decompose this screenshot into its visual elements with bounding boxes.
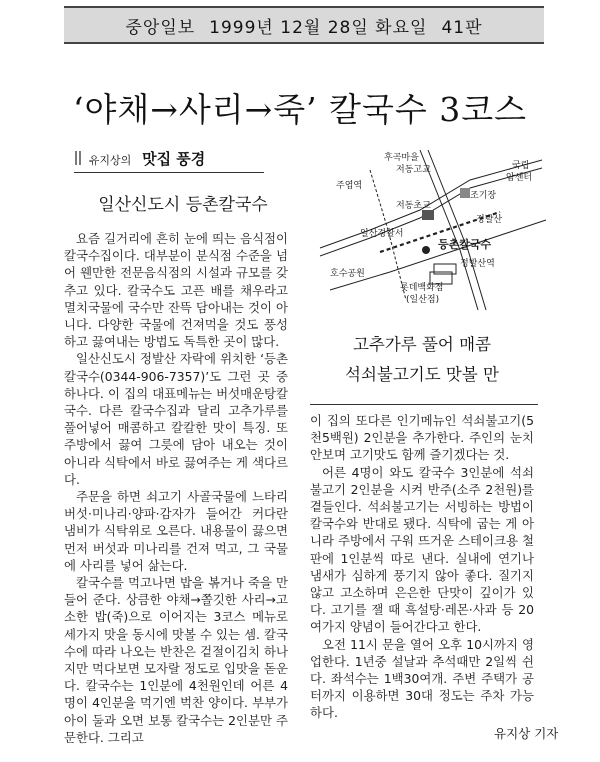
svg-text:후곡마을: 후곡마을 bbox=[384, 153, 419, 163]
column-name: 맛집 풍경 bbox=[142, 150, 206, 168]
svg-text:정발산: 정발산 bbox=[476, 215, 503, 225]
pull-quote-line-2: 석쇠불고기도 맛볼 만 bbox=[345, 365, 499, 384]
newspaper-name: 중앙일보 bbox=[125, 17, 196, 38]
article-paragraph: 어른 4명이 와도 칼국수 3인분에 석쇠불고기 2인분을 시켜 반주(소주 2천원)를 곁들인다. 석쇠불고기는 서빙하는 방법이 칼국수와 반대로 됐다. 식탁에 굽는 게 아니라 주방에서 구워 뜨거운 스테이크용 철판에 1인분씩 따로 낸다. 실내에 연기나 냄새가 심하게 풍기지 않아 좋다. 질기지 않고 고소하며 은은한 단맛이 깊이가 있다. 고기를 잴 때 흑설탕·레몬·사과 등 20여가지 양념이 들어간다고 한다. bbox=[310, 464, 534, 635]
svg-text:국립: 국립 bbox=[512, 161, 530, 171]
column-writer: 유지상의 bbox=[88, 154, 132, 167]
fork-knife-icon bbox=[74, 150, 89, 168]
svg-text:롯데백화점: 롯데백화점 bbox=[400, 283, 444, 293]
edition-number: 41판 bbox=[441, 17, 483, 38]
article-paragraph: 이 집의 또다른 인기메뉴인 석쇠불고기(5천5백원) 2인분을 추가한다. 주인의 눈치 안보며 고기맛도 함께 즐기겠다는 것. bbox=[310, 413, 534, 463]
location-map bbox=[310, 140, 552, 318]
svg-text:조기장: 조기장 bbox=[470, 191, 497, 201]
svg-text:저동초교: 저동초교 bbox=[396, 201, 431, 211]
issue-date: 1999년 12월 28일 화요일 bbox=[209, 17, 428, 38]
svg-text:암센터: 암센터 bbox=[506, 173, 533, 183]
article-subtitle: 일산신도시 등촌칼국수 bbox=[98, 195, 268, 215]
article-column-right bbox=[310, 412, 534, 722]
column-rule bbox=[74, 172, 264, 173]
svg-text:저동고교: 저동고교 bbox=[396, 165, 431, 175]
svg-text:(일산점): (일산점) bbox=[406, 295, 440, 305]
article-paragraph: 요즘 길거리에 흔히 눈에 띄는 음식점이 칼국수집이다. 대부분이 분식점 수준을 넘어 웬만한 전문음식점의 시설과 규모를 갖추고 있다. 칼국수도 고픈 배를 채우라고 멸치국물에 국수만 잔뜩 담아내는 것이 아니다. 다양한 국물에 건져먹을 것도 풍성하고 끓여내는 방법도 독특한 곳이 많다. bbox=[64, 231, 288, 350]
pull-quote bbox=[310, 330, 534, 390]
column-title bbox=[74, 148, 205, 169]
masthead bbox=[64, 6, 544, 44]
article-paragraph: 오전 11시 문을 열어 오후 10시까지 영업한다. 1년중 설날과 추석때만 2일씩 쉰다. 좌석수는 1백30여개. 주변 주택가 공터까지 이용하면 30대 정도는 주차 가능하다. bbox=[310, 636, 534, 721]
article-column-left bbox=[64, 230, 288, 746]
byline: 유지상 기자 bbox=[494, 726, 559, 741]
svg-text:호수공원: 호수공원 bbox=[330, 269, 365, 279]
svg-text:일산경찰서: 일산경찰서 bbox=[360, 229, 404, 239]
svg-text:정발산역: 정발산역 bbox=[460, 259, 495, 269]
svg-text:등촌칼국수: 등촌칼국수 bbox=[438, 238, 492, 251]
pull-quote-rule bbox=[310, 404, 538, 405]
article-paragraph: 일산신도시 정발산 자락에 위치한 ‘등촌칼국수(0344-906-7357)’도 그런 곳 중 하나다. 이 집의 대표메뉴는 버섯매운탕칼국수. 다른 칼국수집과 달리 고추가루를 풀어넣어 매콤하고 칼칼한 맛이 특징. 또 주방에서 끓여 그릇에 담아 내오는 것이 아니라 식탁에서 바로 끓여주는 게 색다르다. bbox=[64, 351, 288, 487]
headline: ‘야채→사리→죽’ 칼국수 3코스 bbox=[72, 90, 528, 129]
article-paragraph: 칼국수를 먹고나면 밥을 볶거나 죽을 만들어 준다. 상큼한 야채→쫄깃한 사리→고소한 밥(죽)으로 이어지는 3코스 메뉴로 세가지 맛을 동시에 맛볼 수 있는 셈. 칼국수에 따라 나오는 반찬은 겉절이김치 하나지만 먹다보면 모자랄 정도로 입맛을 돋운다. 칼국수는 1인분에 4천원인데 어른 4명이 4인분을 먹기엔 벅찬 양이다. 부부가 아이 둘과 오면 보통 칼국수는 2인분만 주문한다. 그리고 bbox=[64, 575, 288, 745]
article-paragraph: 주문을 하면 쇠고기 사골국물에 느타리버섯·미나리·양파·감자가 들어간 커다란 냄비가 식탁위로 오른다. 내용물이 끓으면 먼저 버섯과 미나리를 건져 먹고, 그 국물에 사리를 넣어 삶는다. bbox=[64, 489, 288, 573]
svg-text:주엽역: 주엽역 bbox=[336, 181, 363, 191]
pull-quote-line-1: 고추가루 풀어 매콤 bbox=[352, 335, 491, 354]
